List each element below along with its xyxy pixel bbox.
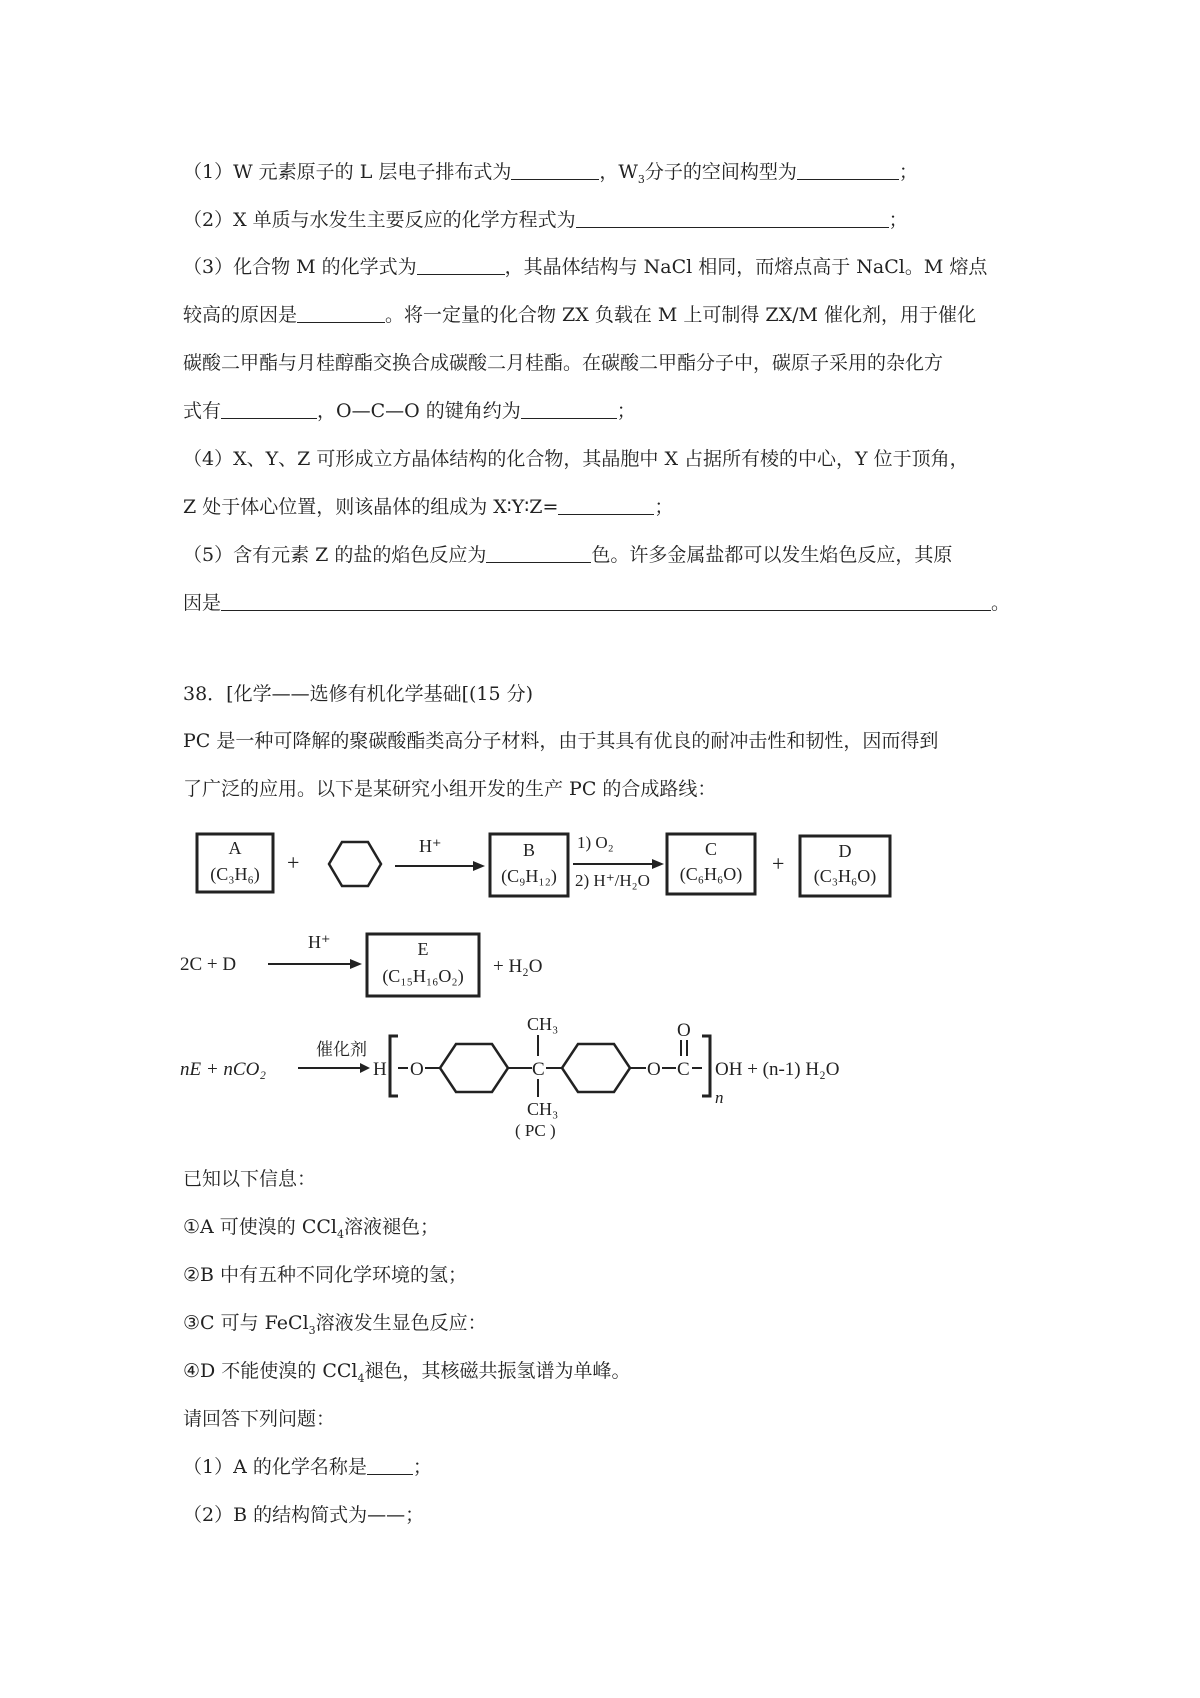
methyl-bottom: CH₃ (527, 1099, 559, 1119)
q37-part3-line3: 碳酸二甲酯与月桂醇酯交换合成碳酸二月桂酯。在碳酸二甲酯分子中，碳原子采用的杂化方 (183, 352, 944, 374)
formula-a: (C₃H₆) (210, 864, 260, 884)
q37-part5-line2: 因是 。 (183, 592, 1011, 614)
answer-blank[interactable] (221, 400, 317, 419)
synthesis-scheme (180, 830, 940, 1142)
questions-prompt: 请回答下列问题： (183, 1408, 336, 1430)
question-2: （2）B 的结构简式为——； (183, 1504, 425, 1526)
info-1: ①A 可使溴的 CCl$_4$溶液褪色； (183, 1216, 440, 1241)
atom-c-carbonyl: C (677, 1059, 690, 1080)
benzene-ring-icon (329, 842, 381, 886)
arrow-head-icon (350, 959, 362, 969)
methyl-top: CH₃ (527, 1014, 559, 1034)
info-2: ②B 中有五种不同化学环境的氢； (183, 1264, 468, 1286)
label-c: C (704, 839, 718, 859)
answer-blank[interactable] (486, 544, 591, 563)
product-water: + H₂O (493, 956, 543, 977)
product-tail: OH + (n-1) H₂O (715, 1059, 840, 1080)
q38-title: 38．[化学——选修有机化学基础[(15 分) (183, 683, 534, 705)
benzene-ring-icon (562, 1044, 630, 1092)
q38-intro-line2: 了广泛的应用。以下是某研究小组开发的生产 PC 的合成路线： (183, 778, 717, 800)
answer-blank[interactable] (797, 161, 899, 180)
formula-c: (C₆H₆O) (679, 864, 743, 884)
info-4: ④D 不能使溴的 CCl$_4$褪色，其核磁共振氢谱为单峰。 (183, 1360, 631, 1385)
answer-blank[interactable] (221, 592, 991, 611)
answer-blank[interactable] (511, 161, 599, 180)
answer-blank[interactable] (576, 209, 889, 228)
bracket-left-icon (390, 1036, 398, 1096)
arrow-head-icon (360, 1063, 370, 1073)
q37-part2: （2）X 单质与水发生主要反应的化学方程式为 ； (183, 209, 908, 231)
repeat-n: n (715, 1088, 724, 1107)
reagent-h-plus: H⁺ (308, 932, 331, 952)
q37-part3-line2: 较高的原因是 。将一定量的化合物 ZX 负载在 M 上可制得 ZX/M 催化剂，用于催化 (183, 304, 977, 326)
formula-b: (C₉H₁₂) (501, 866, 557, 886)
pc-label: ( PC ) (515, 1121, 556, 1140)
answer-blank[interactable] (367, 1456, 413, 1475)
plus-sign: + (772, 851, 785, 876)
reactants-2c-d: 2C + D (180, 954, 237, 975)
q37-part4-line2: Z 处于体心位置，则该晶体的组成为 X∶Y∶Z= ； (183, 496, 674, 518)
atom-o-double: O (677, 1020, 691, 1041)
answer-blank[interactable] (297, 304, 385, 323)
q37-part5-line1: （5）含有元素 Z 的盐的焰色反应为 色。许多金属盐都可以发生焰色反应，其原 (183, 544, 953, 566)
known-info-title: 已知以下信息： (183, 1168, 317, 1190)
q37-part1: （1）W 元素原子的 L 层电子排布式为 ，$W_3$分子的空间构型为 ； (183, 161, 918, 186)
q38-intro-line1: PC 是一种可降解的聚碳酸酯类高分子材料，由于其具有优良的耐冲击性和韧性，因而得到 (183, 730, 939, 752)
atom-c-quaternary: C (532, 1059, 545, 1080)
label-b: B (522, 840, 536, 860)
q37-part3-line4: 式有 ，O—C—O 的键角约为 ； (183, 400, 636, 422)
atom-o: O (410, 1059, 424, 1080)
atom-h: H (373, 1059, 387, 1080)
label-d: D (838, 841, 852, 861)
reagent-catalyst: 催化剂 (316, 1040, 367, 1059)
answer-blank[interactable] (558, 496, 654, 515)
reagent-h-plus: H⁺ (419, 836, 442, 856)
answer-blank[interactable] (417, 256, 505, 275)
reagent-step1: 1) O₂ (577, 833, 614, 852)
label-a: A (228, 838, 242, 858)
arrow-head-icon (473, 861, 485, 871)
formula-d: (C₃H₆O) (813, 866, 877, 886)
formula-e: (C₁₅H₁₆O₂) (382, 966, 464, 986)
reactants-ne-nco2: nE + nCO₂ (180, 1059, 266, 1080)
answer-blank[interactable] (521, 400, 617, 419)
arrow-head-icon (652, 859, 664, 869)
reagent-step2: 2) H⁺/H₂O (575, 871, 650, 890)
bracket-right-icon (702, 1036, 710, 1096)
label-e: E (417, 939, 429, 959)
atom-o: O (647, 1059, 661, 1080)
question-1: （1）A 的化学名称是 ； (183, 1456, 432, 1478)
info-3: ③C 可与 FeCl$_3$溶液发生显色反应： (183, 1312, 487, 1337)
q37-part3-line1: （3）化合物 M 的化学式为 ，其晶体结构与 NaCl 相同，而熔点高于 NaCl。M 熔点 (183, 256, 988, 278)
plus-sign: + (287, 850, 300, 875)
benzene-ring-icon (440, 1044, 508, 1092)
q37-part4-line1: （4）X、Y、Z 可形成立方晶体结构的化合物，其晶胞中 X 占据所有棱的中心，Y 位于顶角， (183, 448, 969, 470)
